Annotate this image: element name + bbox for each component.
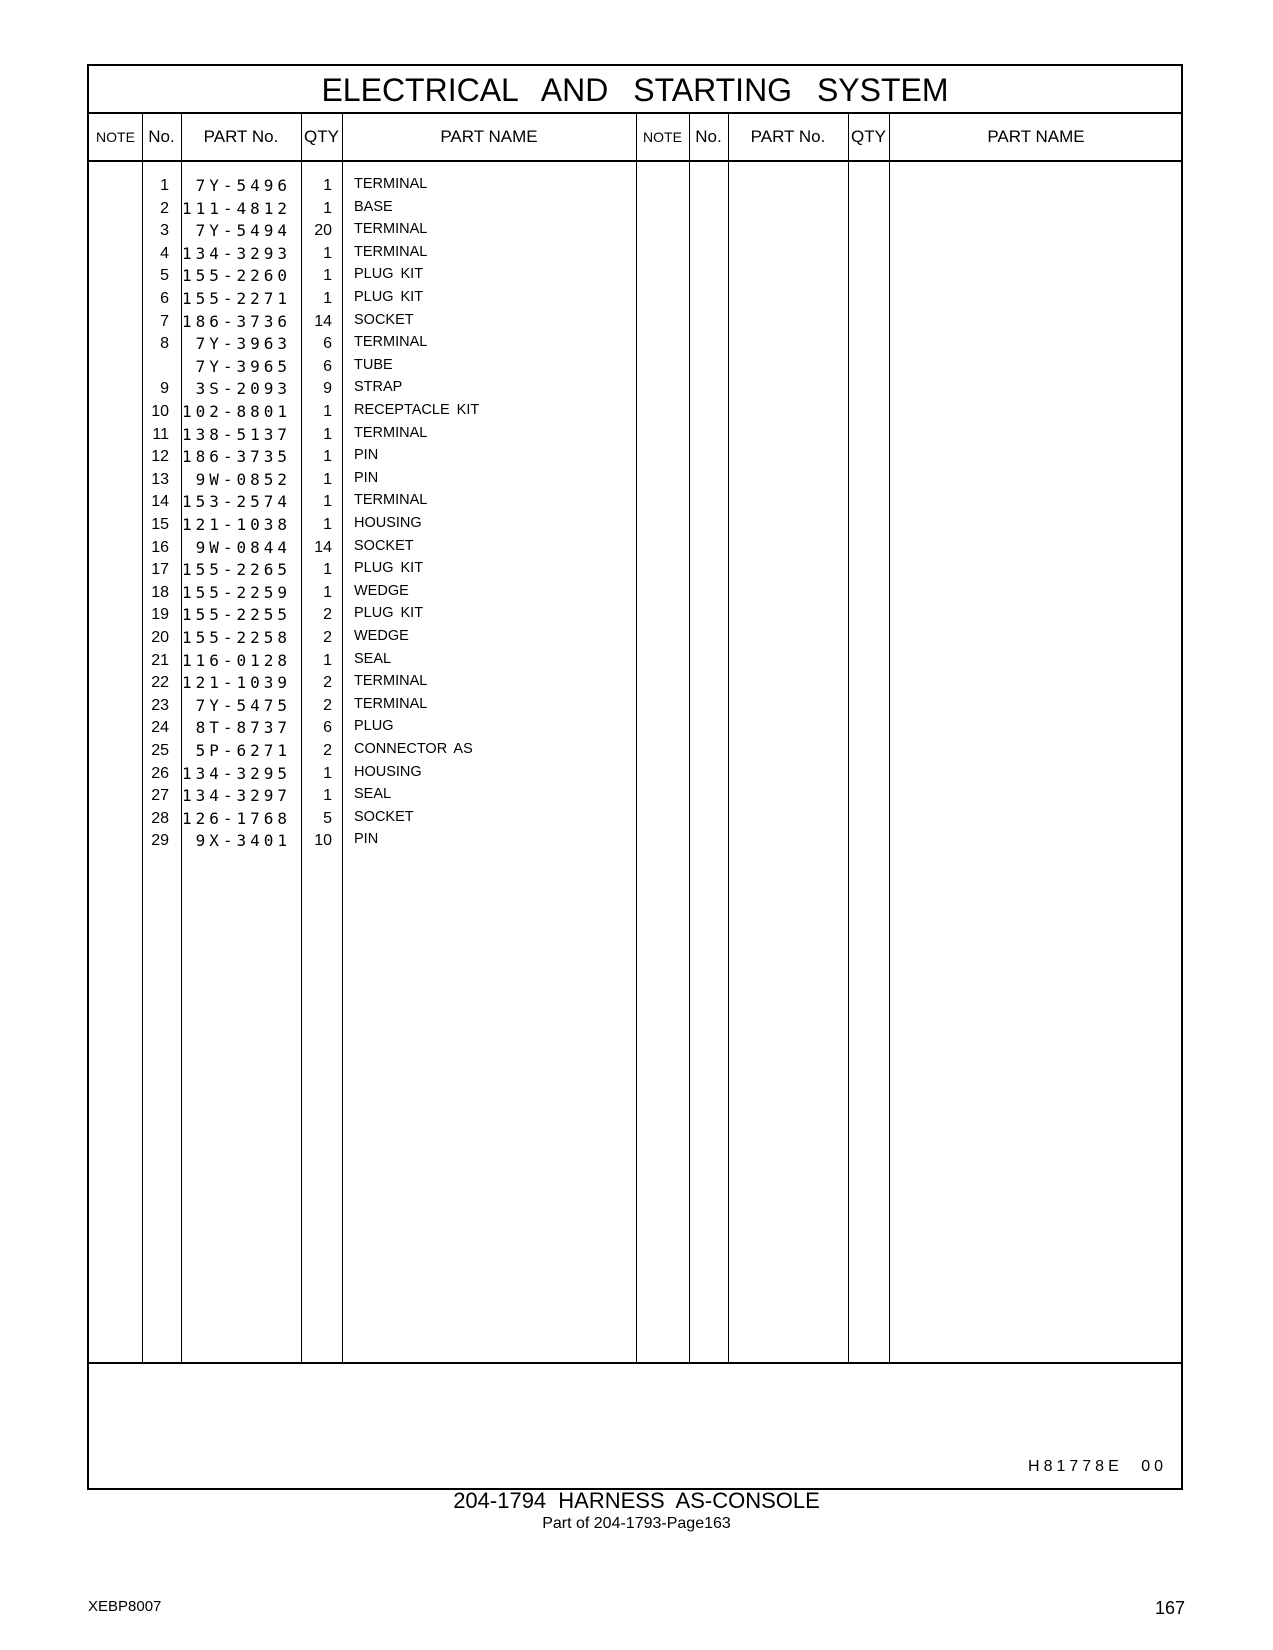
part-number: 134-3295 [181, 763, 291, 783]
quantity: 2 [323, 629, 332, 646]
header-note-left: NOTE [96, 129, 135, 145]
table-row [89, 626, 1181, 649]
table-row [89, 603, 1181, 626]
page-number: 167 [1154, 1598, 1185, 1618]
table-row [89, 649, 1181, 672]
part-number: 8T-8737 [195, 718, 291, 738]
quantity: 1 [323, 290, 332, 307]
item-number: 11 [152, 425, 169, 443]
table-row [89, 310, 1181, 333]
quantity: 1 [323, 583, 332, 601]
part-number: 111-4812 [181, 198, 291, 218]
quantity: 1 [323, 448, 332, 466]
table-row [89, 242, 1181, 265]
table-row [89, 716, 1181, 739]
table-row [89, 739, 1181, 762]
item-number: 23 [151, 696, 169, 714]
item-number: 1 [160, 177, 169, 194]
table-row [89, 287, 1181, 310]
quantity: 1 [323, 177, 332, 194]
part-name: CONNECTOR AS [354, 741, 473, 757]
part-name: TERMINAL [354, 176, 428, 192]
part-number: 155-2265 [181, 560, 291, 580]
part-name: PLUG KIT [354, 560, 424, 577]
part-name: STRAP [354, 379, 403, 396]
header-no-left: No. [148, 127, 175, 146]
header-part-name-left: PART NAME [440, 127, 538, 146]
part-name: TERMINAL [354, 424, 428, 441]
table-row [89, 355, 1181, 378]
table-row [89, 784, 1181, 807]
item-number: 21 [151, 651, 169, 669]
quantity: 2 [323, 606, 332, 624]
part-name: RECEPTACLE KIT [354, 402, 480, 418]
header-note-right: NOTE [643, 129, 682, 145]
item-number: 27 [151, 787, 169, 805]
table-row [89, 332, 1181, 355]
quantity: 20 [314, 222, 332, 240]
part-name: TERMINAL [354, 243, 428, 260]
table-row [89, 490, 1181, 513]
quantity: 2 [323, 674, 332, 692]
table-row [89, 197, 1181, 220]
header-part-no-left: PART No. [203, 127, 279, 146]
table-row [89, 174, 1181, 197]
part-name: SEAL [354, 786, 392, 803]
item-number: 18 [151, 583, 169, 601]
quantity: 1 [323, 425, 332, 443]
part-number: 7Y-5475 [195, 695, 291, 715]
part-number: 153-2574 [181, 492, 291, 512]
quantity: 14 [314, 538, 332, 556]
item-number: 13 [151, 470, 169, 488]
quantity: 2 [323, 742, 332, 759]
part-number: 9W-0852 [195, 469, 291, 489]
part-number: 7Y-3965 [195, 356, 291, 376]
part-number: 7Y-3963 [195, 334, 291, 354]
publication-code: XEBP8007 [88, 1598, 162, 1615]
item-number: 14 [151, 493, 169, 511]
table-row [89, 536, 1181, 559]
item-number: 26 [151, 764, 169, 782]
item-number: 20 [151, 629, 169, 646]
part-number: 121-1038 [181, 515, 291, 534]
part-number: 3S-2093 [195, 379, 291, 399]
part-number: 7Y-5496 [195, 176, 291, 195]
quantity: 10 [314, 832, 332, 850]
part-name: WEDGE [354, 582, 409, 599]
table-row [89, 829, 1181, 852]
quantity: 14 [314, 312, 332, 330]
header-qty-right: QTY [851, 127, 886, 146]
part-name: PIN [354, 469, 379, 486]
quantity: 1 [323, 651, 332, 669]
item-number: 12 [151, 448, 169, 466]
part-name: TERMINAL [354, 695, 428, 712]
part-name: TERMINAL [354, 221, 428, 238]
part-name: PIN [354, 831, 379, 848]
item-number: 6 [160, 290, 169, 307]
quantity: 6 [323, 335, 332, 353]
part-name: PLUG [354, 718, 394, 735]
part-name: TUBE [354, 356, 393, 373]
part-number: 9X-3401 [195, 831, 291, 851]
part-number: 134-3297 [181, 786, 291, 806]
item-number: 5 [160, 267, 169, 285]
item-number: 15 [151, 516, 169, 533]
quantity: 1 [323, 493, 332, 511]
item-number: 2 [160, 199, 169, 217]
item-number: 28 [151, 809, 169, 827]
header-part-no-right: PART No. [750, 127, 826, 146]
part-name: TERMINAL [354, 673, 428, 690]
item-number: 3 [160, 222, 169, 240]
part-number: 116-0128 [181, 650, 291, 670]
item-number: 24 [151, 719, 169, 737]
part-number: 126-1768 [181, 808, 291, 828]
quantity: 5 [323, 809, 332, 827]
part-number: 186-3736 [181, 311, 291, 331]
part-number: 155-2255 [181, 605, 291, 625]
table-row [89, 219, 1181, 242]
quantity: 1 [323, 470, 332, 488]
item-number: 19 [151, 606, 169, 624]
part-number: 155-2260 [181, 266, 291, 286]
table-row [89, 762, 1181, 785]
part-name: PLUG KIT [354, 605, 424, 622]
part-name: SEAL [354, 650, 392, 667]
part-number: 121-1039 [181, 673, 291, 693]
part-number: 155-2258 [181, 628, 291, 647]
part-name: TERMINAL [354, 492, 428, 509]
part-name: SOCKET [354, 311, 414, 328]
table-row [89, 400, 1181, 423]
part-name: PLUG KIT [354, 289, 424, 305]
quantity: 1 [323, 561, 332, 579]
part-number: 5P-6271 [195, 741, 291, 760]
part-number: 186-3735 [181, 447, 291, 467]
assembly-subtitle: Part of 204-1793-Page163 [542, 1515, 731, 1532]
quantity: 1 [323, 244, 332, 262]
quantity: 2 [323, 696, 332, 714]
item-number: 4 [160, 244, 169, 262]
part-name: TERMINAL [354, 334, 428, 351]
header-part-name-right: PART NAME [987, 127, 1085, 146]
part-number: 134-3293 [181, 243, 291, 263]
item-number: 10 [151, 403, 169, 420]
part-name: HOUSING [354, 763, 422, 780]
table-row [89, 423, 1181, 446]
table-row [89, 377, 1181, 400]
item-number: 29 [151, 832, 169, 850]
part-number: 102-8801 [181, 402, 291, 421]
column-header-row [89, 114, 1181, 162]
table-row [89, 445, 1181, 468]
table-row [89, 671, 1181, 694]
part-number: 9W-0844 [195, 537, 291, 557]
header-no-right: No. [695, 127, 722, 146]
quantity: 1 [323, 267, 332, 285]
document-code: H81778E 00 [1028, 1458, 1167, 1475]
part-number: 155-2259 [181, 582, 291, 602]
footer-divider [89, 1362, 1181, 1364]
quantity: 6 [323, 357, 332, 375]
table-row [89, 558, 1181, 581]
table-row [89, 581, 1181, 604]
part-name: BASE [354, 198, 393, 215]
header-qty-left: QTY [304, 127, 339, 146]
quantity: 9 [323, 380, 332, 398]
table-row [89, 513, 1181, 536]
quantity: 1 [323, 516, 332, 533]
part-number: 7Y-5494 [195, 221, 291, 241]
part-number: 138-5137 [181, 424, 291, 444]
quantity: 1 [323, 764, 332, 782]
part-number: 155-2271 [181, 289, 291, 308]
item-number: 17 [151, 561, 169, 579]
item-number: 16 [151, 538, 169, 556]
quantity: 1 [323, 787, 332, 805]
item-number: 7 [160, 312, 169, 330]
part-name: PIN [354, 447, 379, 464]
part-name: HOUSING [354, 515, 422, 531]
item-number: 25 [151, 742, 169, 759]
item-number: 22 [151, 674, 169, 692]
item-number: 8 [160, 335, 169, 353]
quantity: 1 [323, 403, 332, 420]
assembly-title: 204-1794 HARNESS AS-CONSOLE [453, 1488, 820, 1513]
quantity: 6 [323, 719, 332, 737]
item-number: 9 [160, 380, 169, 398]
section-title: ELECTRICAL AND STARTING SYSTEM [89, 66, 1181, 114]
table-row [89, 468, 1181, 491]
quantity: 1 [323, 199, 332, 217]
table-row [89, 694, 1181, 717]
table-row [89, 264, 1181, 287]
part-name: PLUG KIT [354, 266, 424, 283]
parts-list-sheet [87, 64, 1183, 1490]
part-name: WEDGE [354, 628, 409, 644]
part-name: SOCKET [354, 537, 414, 554]
table-row [89, 807, 1181, 830]
part-name: SOCKET [354, 808, 414, 825]
